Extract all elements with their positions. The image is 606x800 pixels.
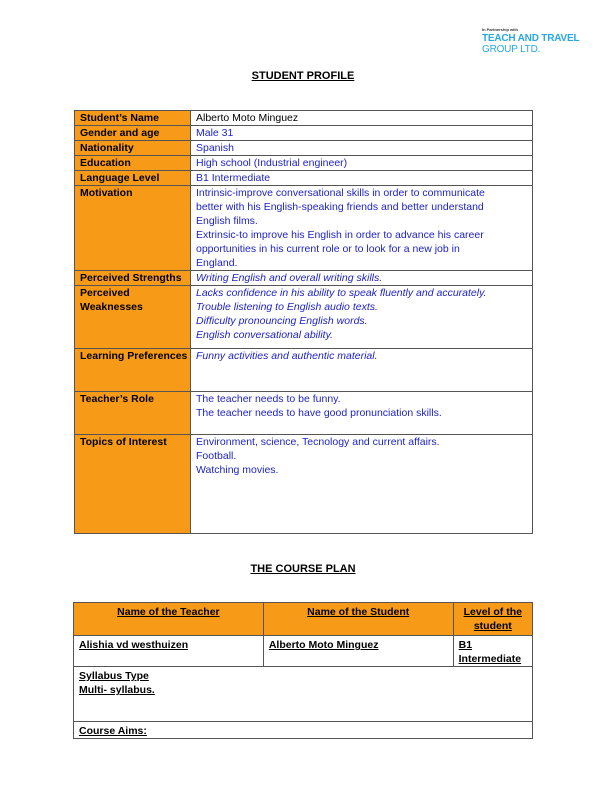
syllabus-cell xyxy=(74,667,533,722)
weakness-line: English conversational ability. xyxy=(196,329,333,341)
logo-line1: TEACH AND TRAVEL xyxy=(482,33,580,44)
weaknesses-label-line: Weaknesses xyxy=(80,301,143,313)
table-row xyxy=(75,186,533,271)
topics-label: Topics of Interest xyxy=(75,435,191,534)
language-label: Language Level xyxy=(75,171,191,186)
logo-tagline: In Partnership with xyxy=(482,27,519,32)
motivation-line: English films. xyxy=(196,215,258,227)
gender-value: Male 31 xyxy=(191,126,533,141)
name-value: Alberto Moto Minguez xyxy=(191,111,533,126)
level-header-line: Level of the xyxy=(463,606,522,618)
strengths-label: Perceived Strengths xyxy=(75,271,191,286)
language-value: B1 Intermediate xyxy=(191,171,533,186)
level-line: Intermediate xyxy=(458,653,522,665)
motivation-value xyxy=(191,186,533,271)
teacher-role-line: The teacher needs to be funny. xyxy=(196,393,341,405)
weaknesses-value xyxy=(191,286,533,349)
weakness-line: Lacks confidence in his ability to speak fluently and accurately. xyxy=(196,287,487,299)
teacher-name: Alishia vd westhuizen xyxy=(74,636,264,667)
nationality-value: Spanish xyxy=(191,141,533,156)
topic-line: Watching movies. xyxy=(196,464,279,476)
student-name: Alberto Moto Minguez xyxy=(263,636,453,667)
course-aims-cell: Course Aims: xyxy=(74,722,533,739)
table-row xyxy=(75,435,533,534)
table-row xyxy=(74,722,533,739)
weaknesses-label xyxy=(75,286,191,349)
table-row xyxy=(75,171,533,186)
level-header-line: student xyxy=(473,620,512,632)
motivation-line: better with his English-speaking friends and better understand xyxy=(196,201,484,213)
strengths-value xyxy=(191,271,533,286)
level-line: B1 xyxy=(458,639,473,651)
motivation-label: Motivation xyxy=(75,186,191,271)
course-plan-heading: THE COURSE PLAN xyxy=(250,563,356,575)
motivation-line: opportunities in his current role or to look for a new job in xyxy=(196,243,460,255)
preferences-text: Funny activities and authentic material. xyxy=(196,350,378,362)
logo-line2: GROUP LTD. xyxy=(482,44,541,55)
motivation-line: England. xyxy=(196,257,238,269)
weakness-line: Trouble listening to English audio texts. xyxy=(196,301,378,313)
strengths-text: Writing English and overall writing skills. xyxy=(196,272,383,284)
teacher-header: Name of the Teacher xyxy=(74,603,264,636)
table-row xyxy=(74,636,533,667)
company-logo xyxy=(482,27,582,55)
education-value: High school (Industrial engineer) xyxy=(191,156,533,171)
table-row xyxy=(75,349,533,392)
table-row xyxy=(74,667,533,722)
table-row xyxy=(75,126,533,141)
motivation-line: Extrinsic-to improve his English in order to advance his career xyxy=(196,229,484,241)
student-level xyxy=(453,636,532,667)
education-label: Education xyxy=(75,156,191,171)
course-plan-table xyxy=(73,602,533,739)
gender-label: Gender and age xyxy=(75,126,191,141)
topics-value xyxy=(191,435,533,534)
weakness-line: Difficulty pronouncing English words. xyxy=(196,315,368,327)
table-row xyxy=(74,603,533,636)
table-row xyxy=(75,156,533,171)
teacher-role-line: The teacher needs to have good pronunciation skills. xyxy=(196,407,442,419)
weaknesses-label-line: Perceived xyxy=(80,287,130,299)
preferences-value xyxy=(191,349,533,392)
teacher-role-label: Teacher’s Role xyxy=(75,392,191,435)
table-row xyxy=(75,286,533,349)
topic-line: Football. xyxy=(196,450,237,462)
syllabus-label: Syllabus Type xyxy=(79,670,149,682)
student-profile-table xyxy=(74,110,533,534)
student-profile-heading: STUDENT PROFILE xyxy=(251,70,355,82)
syllabus-value: Multi- syllabus. xyxy=(79,684,155,696)
level-header xyxy=(453,603,532,636)
table-row xyxy=(75,141,533,156)
teacher-role-value xyxy=(191,392,533,435)
table-row xyxy=(75,111,533,126)
name-label: Student’s Name xyxy=(75,111,191,126)
nationality-label: Nationality xyxy=(75,141,191,156)
table-row xyxy=(75,271,533,286)
topic-line: Environment, science, Tecnology and current affairs. xyxy=(196,436,440,448)
student-header: Name of the Student xyxy=(263,603,453,636)
table-row xyxy=(75,392,533,435)
motivation-line: Intrinsic-improve conversational skills in order to communicate xyxy=(196,187,485,199)
preferences-label: Learning Preferences xyxy=(75,349,191,392)
